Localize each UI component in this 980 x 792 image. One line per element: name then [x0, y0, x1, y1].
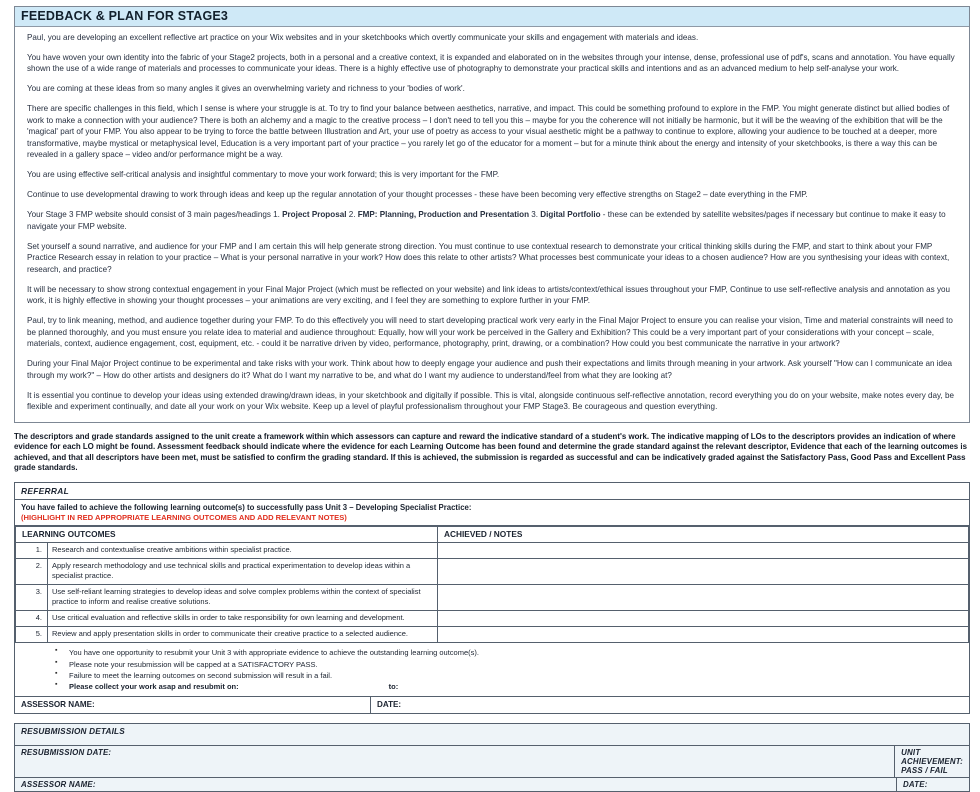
resubmission-details-section: [14, 723, 970, 792]
resubmission-date-field[interactable]: [15, 746, 895, 777]
lo-notes-cell[interactable]: [438, 627, 969, 643]
lo-text: Apply research methodology and use technical skills and practical experimentation to develop ideas within a specialist practice.: [48, 559, 438, 585]
lo-notes-cell[interactable]: [438, 611, 969, 627]
referral-heading: REFERRAL: [15, 483, 969, 500]
feedback-body: [15, 27, 969, 422]
stage3-prefix: Your Stage 3 FMP website should consist of 3 main pages/headings 1.: [27, 210, 283, 220]
feedback-paragraph: During your Final Major Project continue to be experimental and take risks with your work. Think about how to deeply engage your audience and push their expectations and limits through meaning in your artwork. Ask yourself "How can I communicate an idea through my work?" – How do other artists and designers do it? What do I want my narrative to be, and what do I want my audience to understand/feel from what they are looking at?: [27, 359, 953, 380]
resubmission-assessor-name-field[interactable]: [15, 778, 897, 791]
lo-number: 4.: [16, 611, 48, 627]
feedback-paragraph: Continue to use developmental drawing to work through ideas and keep up the regular annotation of your thought processes - these have been becoming very effective strengths on Stage2 – date everything in the FMP.: [27, 190, 808, 200]
feedback-paragraph: Paul, try to link meaning, method, and audience together during your FMP. To do this effectively you will need to start developing practical work very early in the Final Major Project to ensure you can realise your vision, Time and material constraints will need to be planned thoroughly, and you must ensure you relate idea to material and audience throughout: Equally, how will your work be perceived in the Gallery and Exhibition? This could be a very important part of your considerations with your concept – scale, materials, context, audience engagement, cost, equipment, etc. - could it be narrative driven by video, performance, photography, print, drawing, or a combination? How could you best communicate the narrative in your artwork?: [27, 316, 953, 349]
referral-section: [14, 482, 970, 714]
lo-number: 2.: [16, 559, 48, 585]
list-item: ▪ Failure to meet the learning outcomes on second submission will result in a fail.: [69, 670, 963, 681]
table-row: [16, 627, 969, 643]
resubmission-heading: RESUBMISSION DETAILS: [15, 724, 969, 746]
feedback-paragraph: You are using effective self-critical analysis and insightful commentary to move your work forward; this is very important for the FMP.: [27, 170, 500, 180]
feedback-paragraph: It is essential you continue to develop your ideas using extended drawing/drawn ideas, in your sketchbook and digitally if possible. This is vital, alongside continuous self-reflective annotation, record everything you do on your website, make notes every day, be flexible and experiment continually, and date all your work on your Wix website. Keep up a level of playful professionalism throughout your FMP Stage3. Be courageous and question everything.: [27, 390, 954, 412]
table-row: [16, 559, 969, 585]
referral-statement: You have failed to achieve the following learning outcome(s) to successfully pass Unit 3 – Developing Specialist Practice:: [21, 502, 472, 512]
column-header-learning-outcomes: LEARNING OUTCOMES: [16, 526, 438, 542]
stage3-bold-project-proposal: Project Proposal: [282, 210, 347, 220]
stage3-mid2: 3.: [529, 210, 541, 220]
feedback-paragraph: There are specific challenges in this field, which I sense is where your struggle is at. To try to find your balance between aesthetics, narrative, and impact. This could be something profound to explore in the FMP. You might generate distinct but allied bodies of work to make a connection with your audience? There is both an alchemy and a magic to the creative process – I don't need to tell you this – maybe for you the coherence will not initially be harmonic, but it will be the weaving of the exhibition that will be the 'magical' part of your FMP. You also appear to be trying to force the battle between Illustration and Art, your use of poetry as access to your visual aesthetic might be a pathway to continue to explore, allowing your audience to be touched at a deeper, more transformative, maybe mystical or metaphysical level, Education is a very important part of your practice – you rarely let go of the educator for a moment – but for a minute think about the energy and intensity of your sketchbooks, is there a way this can be revealed in a gallery space – video and/or performance might be a way.: [27, 104, 950, 160]
feedback-paragraph: It will be necessary to show strong contextual engagement in your Final Major Project (which must be reflected on your website) and link ideas to artists/context/ethical issues throughout your FMP, Continue to use self-reflective analysis and annotation as you work, it is highly effective in showing your thought processes – your animations are very exciting, and I feel they are something to explore further in your FMP.: [27, 284, 951, 306]
resubmission-date-row: [15, 746, 969, 778]
list-item: ▪ Please note your resubmission will be capped at a SATISFACTORY PASS.: [69, 659, 963, 670]
unit-achievement-label: UNIT ACHIEVEMENT: PASS / FAIL: [901, 748, 963, 776]
lo-text: Review and apply presentation skills in order to communicate their creative practice to a selected audience.: [48, 627, 438, 643]
feedback-paragraph: You have woven your own identity into the fabric of your Stage2 projects, both in a personal and a creative context, it is expanded and elaborated on in the websites through your intense, dense, professional use of pdf's, scans and annotation. You have equally shown the use of a wide range of materials and processes to communicate your ideas. There is a highly effective use of photography to demonstrate your practical skills and intentions and as an advanced medium to help self-analyse your work.: [27, 52, 955, 74]
lo-number: 3.: [16, 585, 48, 611]
resubmission-date-signed-label: DATE:: [903, 780, 928, 790]
feedback-paragraph: Paul, you are developing an excellent reflective art practice on your Wix websites and in your sketchbooks which overtly communicate your skills and engagement with materials and ideas.: [27, 33, 699, 42]
resubmit-to-label: to:: [388, 682, 399, 692]
resubmission-bullets: [15, 643, 969, 697]
assessor-name-field[interactable]: [15, 697, 371, 713]
table-row: [16, 542, 969, 558]
lo-notes-cell[interactable]: [438, 559, 969, 585]
lo-number: 1.: [16, 542, 48, 558]
list-item-collect-work: [69, 681, 963, 692]
table-header-row: [16, 526, 969, 542]
assessor-name-label: ASSESSOR NAME:: [21, 700, 95, 710]
feedback-paragraph-stage3-website: [27, 209, 960, 232]
lo-text: Use critical evaluation and reflective skills in order to take responsibility for own learning and development.: [48, 611, 438, 627]
lo-text: Research and contextualise creative ambitions within specialist practice.: [48, 542, 438, 558]
table-row: [16, 585, 969, 611]
collect-work-label: Please collect your work asap and resubmit on:: [69, 682, 239, 692]
resubmission-assessor-row: [15, 778, 969, 791]
stage3-suffix: - these can be extended by satellite websites/pages if necessary but continue to make it easy to navigate your FMP website.: [27, 210, 946, 231]
descriptors-statement: The descriptors and grade standards assigned to the unit create a framework within which assessors can capture and reward the indicative standard of a student's work. The indicative mapping of LOs to the descriptors provides an indication of where evidence for each LO might be found. Assessment feedback should indicate where the evidence for each Learning Outcome has been found and determine the grade standard against the relevant descriptor, Evidence that each of the learning outcomes is achieved, and that all descriptors have been met, must be satisfied to confirm the grading standard. If this is achieved, the submission is regarded as successful and can be indicatively graded against the Satisfactory Pass, Good Pass and Excellent Pass grade standards.: [14, 431, 967, 473]
feedback-paragraph: You are coming at these ideas from so many angles it gives an overwhelming variety and richness to your 'bodies of work'.: [27, 84, 465, 94]
feedback-paragraph: Set yourself a sound narrative, and audience for your FMP and I am certain this will help generate strong direction. You must continue to use contextual research to demonstrate your critical thinking skills during the FMP, and start to think about your FMP Practice Research essay in relation to your practice – What is your personal narrative in your work? How does this relate to other artists? What processes best communicate your ideas to a chosen audience? How are you synthesising your ideas with context, research, and practice?: [27, 241, 950, 274]
lo-number: 5.: [16, 627, 48, 643]
lo-text: Use self-reliant learning strategies to develop ideas and solve complex problems within the context of specialist practice to inform and realise creative solutions.: [48, 585, 438, 611]
referral-statement-block: [15, 500, 969, 526]
lo-notes-cell[interactable]: [438, 542, 969, 558]
assessor-date-field[interactable]: [371, 697, 969, 713]
assessor-date-label: DATE:: [377, 700, 402, 710]
column-header-achieved-notes: ACHIEVED / NOTES: [438, 526, 969, 542]
stage3-bold-fmp-planning: FMP: Planning, Production and Presentation: [357, 210, 530, 220]
resubmission-date-signed-field[interactable]: [897, 778, 969, 791]
referral-highlight-note: (HIGHLIGHT IN RED APPROPRIATE LEARNING OUTCOMES AND ADD RELEVANT NOTES): [21, 512, 347, 522]
list-item: ▪ You have one opportunity to resubmit your Unit 3 with appropriate evidence to achieve the outstanding learning outcome(s).: [69, 647, 963, 658]
feedback-panel-title: FEEDBACK & PLAN FOR STAGE3: [15, 7, 969, 27]
resubmission-date-label: RESUBMISSION DATE:: [21, 748, 112, 758]
learning-outcomes-table: [15, 526, 969, 643]
table-row: [16, 611, 969, 627]
stage3-bold-digital-portfolio: Digital Portfolio: [540, 210, 601, 220]
lo-notes-cell[interactable]: [438, 585, 969, 611]
unit-achievement-field[interactable]: [895, 746, 969, 777]
assessor-signature-row: [15, 697, 969, 713]
resubmission-assessor-name-label: ASSESSOR NAME:: [21, 780, 96, 790]
feedback-panel: [14, 6, 970, 423]
stage3-mid1: 2.: [346, 210, 358, 220]
